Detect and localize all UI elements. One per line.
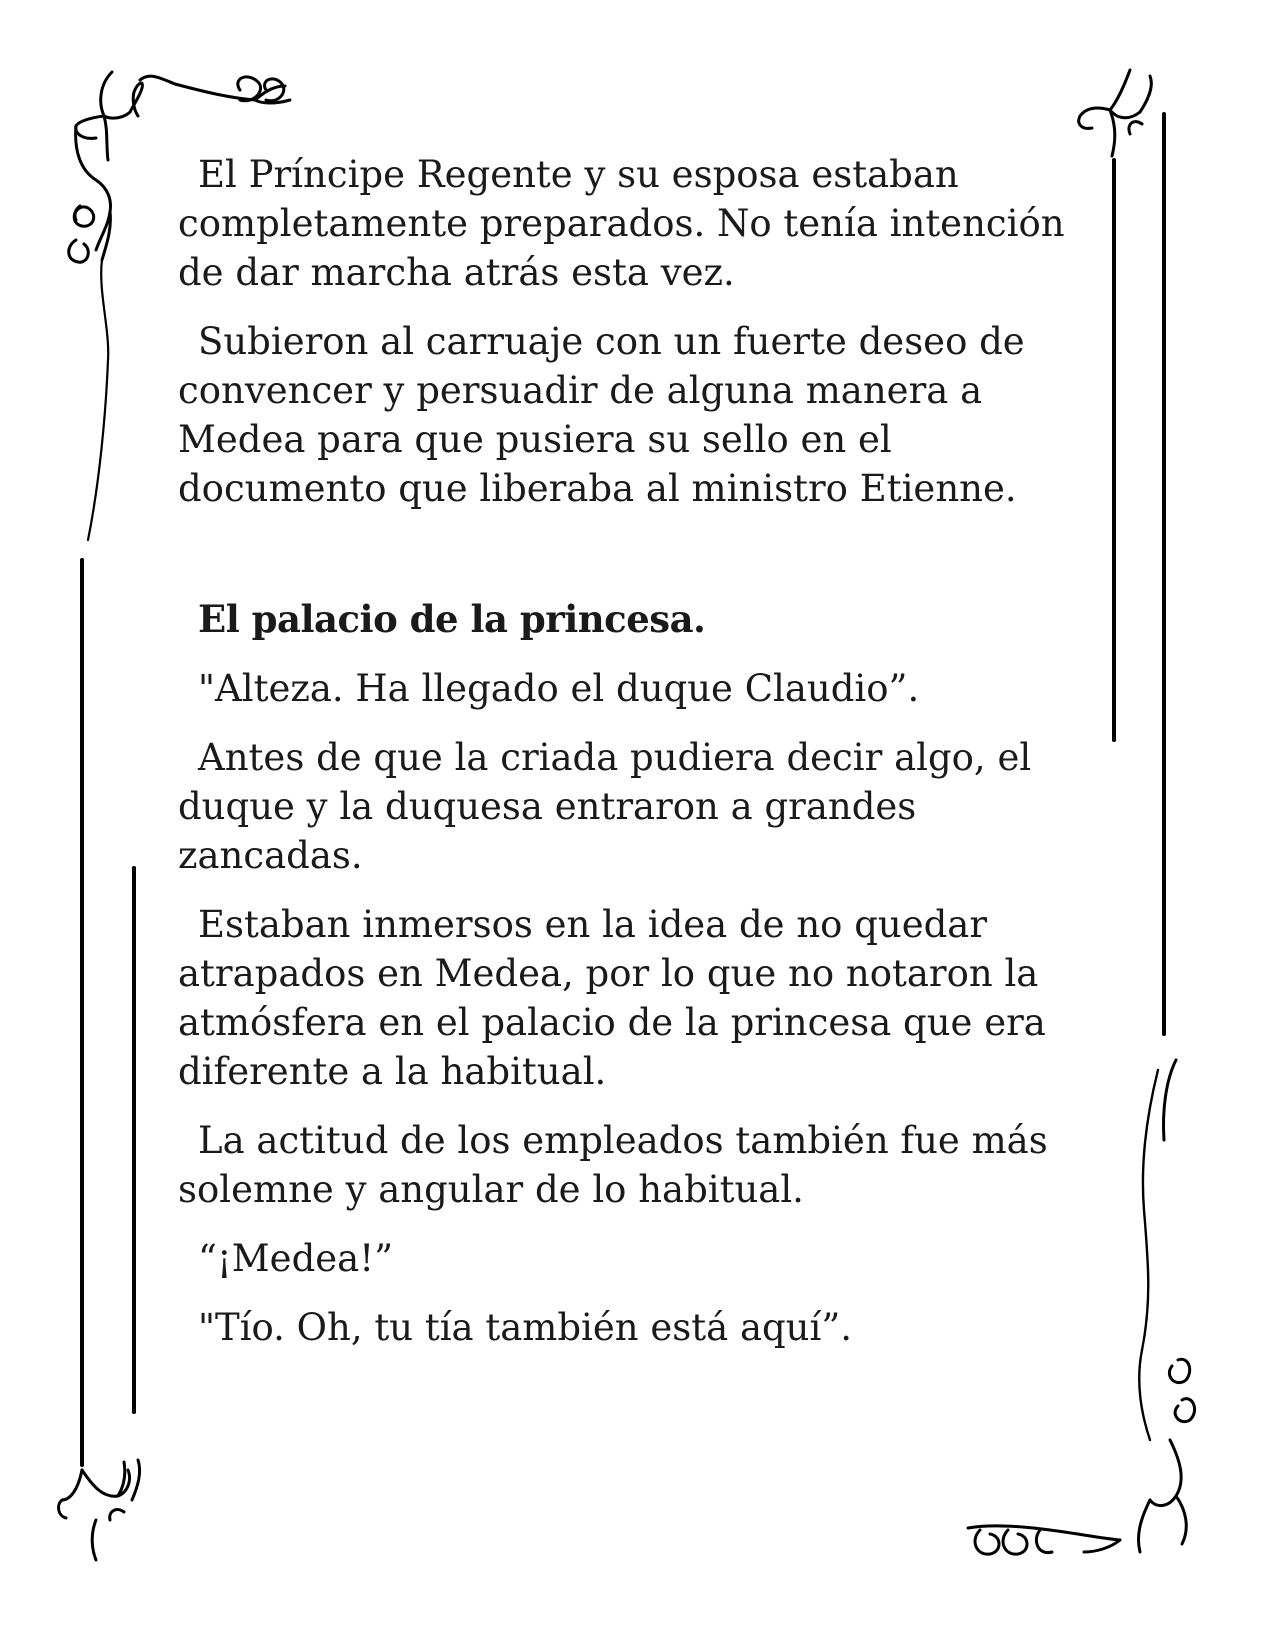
paragraph: El Príncipe Regente y su esposa estaban completamente preparados. No tenía intención de dar marcha atrás esta vez. (178, 153, 1065, 294)
dialogue-line: "Alteza. Ha llegado el duque Claudio”. (198, 667, 920, 710)
paragraph: Estaban inmersos en la idea de no quedar atrapados en Medea, por lo que no notaron la atmósfera en el palacio de la princesa que era diferente a la habitual. (178, 903, 1046, 1093)
paragraph: Antes de que la criada pudiera decir algo, el duque y la duquesa entraron a grandes zancadas. (178, 736, 1032, 877)
corner-flourish-top-right (1079, 70, 1152, 156)
scene-heading: El palacio de la princesa. (198, 597, 706, 641)
paragraph: La actitud de los empleados también fue más solemne y angular de lo habitual. (178, 1119, 1048, 1211)
corner-flourish-bottom-right (1084, 1060, 1195, 1552)
paragraph: Subieron al carruaje con un fuerte deseo de convencer y persuadir de alguna manera a Medea para que pusiera su sello en el documento que liberaba al ministro Etienne. (178, 320, 1025, 510)
dialogue-line: "Tío. Oh, tu tía también está aquí”. (198, 1306, 853, 1349)
corner-flourish-bottom-left (59, 1460, 140, 1560)
story-text (178, 150, 1078, 1372)
dialogue-line: “¡Medea!” (198, 1237, 393, 1280)
